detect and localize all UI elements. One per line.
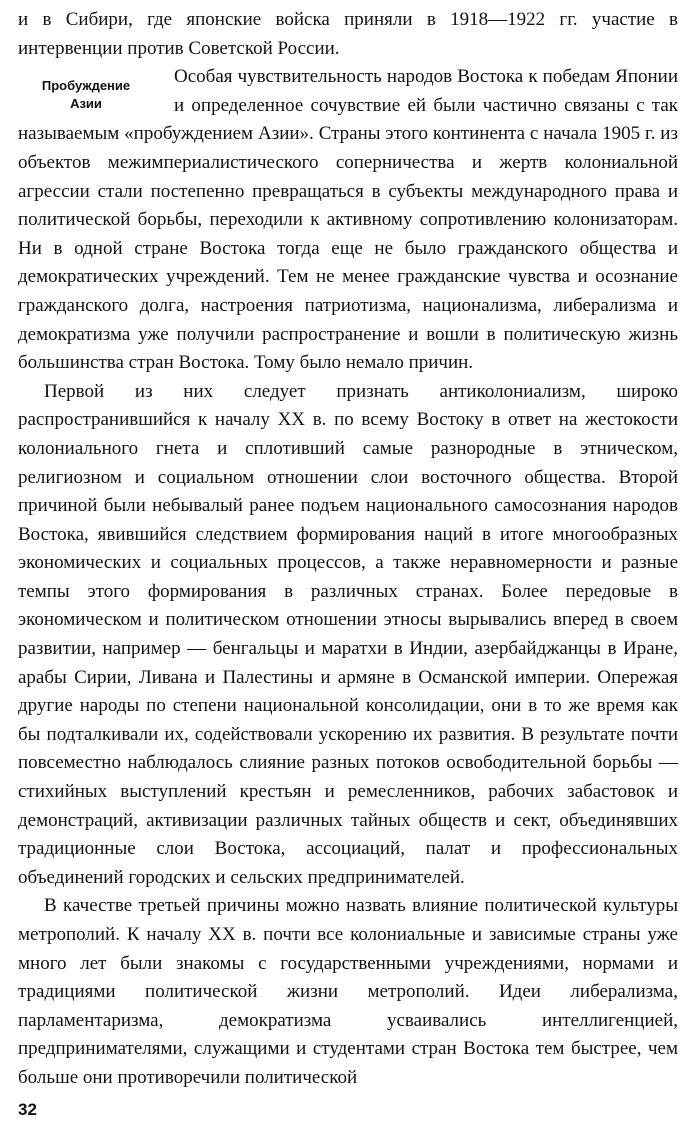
opening-paragraph: и в Сибири, где японские войска приняли в 1918—1922 гг. участие в интервенции против Советской России. <box>18 9 678 59</box>
side-heading <box>18 77 154 113</box>
side-heading-line-1: Пробуждение <box>41 78 131 94</box>
side-heading-line-2: Азии <box>70 96 102 112</box>
body-paragraph-1: Особая чувствительность народов Востока к победам Японии и определенное сочувствие ей были частично связаны с так называемым «пробуждением Азии». Страны этого континента с начала 1905 г. из объектов межимпериалистического соперничества и жертв колониальной агрессии стали постепенно превращаться в субъекты международного права и политической борьбы, переходили к активному сопротивлению колонизаторам. Ни в одной стране Востока тогда еще не было гражданского общества и демократических учреждений. Тем не менее гражданские чувства и осознание гражданского долга, настроения патриотизма, национализма, либерализма и демократизма уже получили распространение и вошли в политическую жизнь большинства стран Востока. Тому было немало причин. <box>18 66 678 374</box>
body-paragraph-2: Первой из них следует признать антиколониализм, широко распространившийся к началу XX в. по всему Востоку в ответ на жестокости колониального гнета и сплотивший самые разнородные в этническом, религиозном и социальном отношении слои восточного общества. Второй причиной были небывалый ранее подъем национального самосознания народов Востока, явившийся следствием формирования наций в итоге многообразных экономических и социальных процессов, а также неравномерности и разные темпы этого формирования в различных странах. Более передовые в экономическом и политическом отношении этносы вырывались вперед в своем развитии, например — бенгальцы и маратхи в Индии, азербайджанцы в Иране, арабы Сирии, Ливана и Палестины и армяне в Османской империи. Опережая другие народы по степени национальной консолидации, они в то же время как бы подталкивали их, содействовали ускорению их развития. В результате почти повсеместно наблюдалось слияние разных потоков освободительной борьбы — стихийных выступлений крестьян и ремесленников, рабочих забастовок и демонстраций, активизации различных тайных обществ и сект, объединявших традиционные слои Востока, ассоциаций, палат и профессиональных объединений городских и сельских предпринимателей. <box>18 380 678 888</box>
body-paragraph-3: В качестве третьей причины можно назвать влияние политической культуры метрополий. К началу XX в. почти все колониальные и зависимые страны уже много лет были знакомы с государственными учреждениями, нормами и традициями политической жизни метрополий. Идеи либерализма, парламентаризма, демократизма усваивались интеллигенцией, предпринимателями, служащими и студентами стран Востока тем быстрее, чем больше они противоречили политической <box>18 895 678 1088</box>
book-page <box>18 6 678 1093</box>
page-number: 32 <box>18 1100 37 1119</box>
